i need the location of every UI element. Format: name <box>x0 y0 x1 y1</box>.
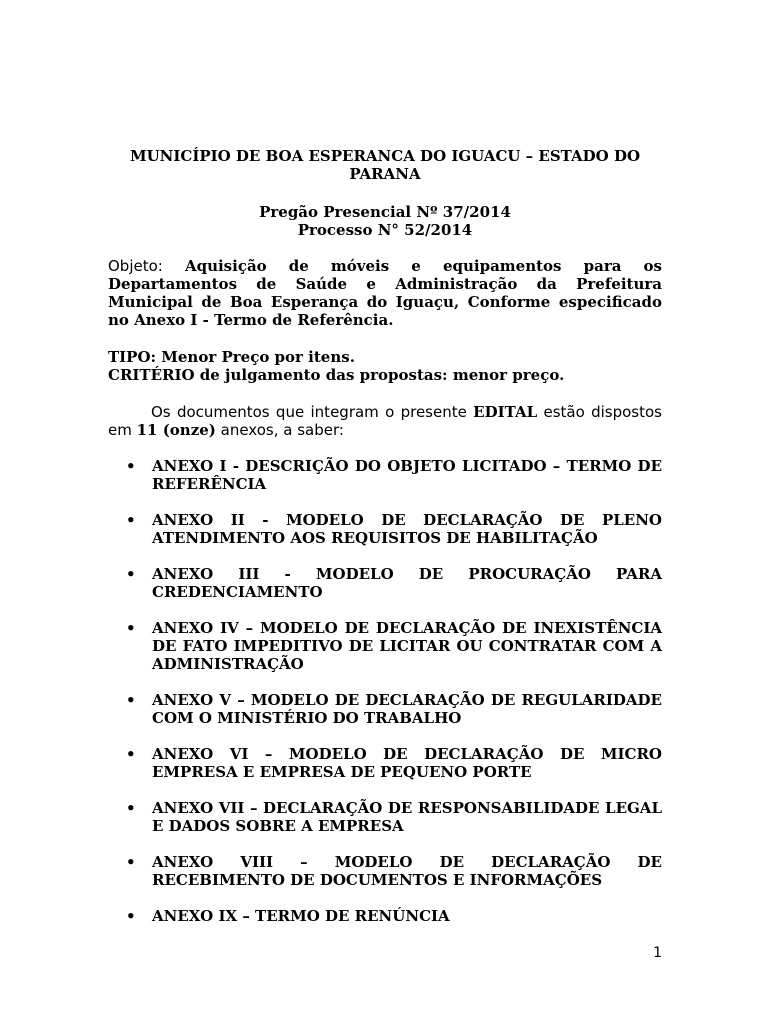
bullet-icon: • <box>126 511 136 529</box>
annex-text: ANEXO VIII – MODELO DE DECLARAÇÃO DE RECEBIMENTO DE DOCUMENTOS E INFORMAÇÕES <box>152 853 662 889</box>
list-item <box>108 619 662 673</box>
list-item <box>108 907 662 925</box>
objeto-label: Objeto: <box>108 257 163 275</box>
list-item <box>108 565 662 601</box>
objeto-paragraph <box>108 257 662 329</box>
intro-part1: Os documentos que integram o presente <box>151 403 474 421</box>
intro-part2: estão dispostos em <box>108 403 662 439</box>
annex-text: ANEXO VI – MODELO DE DECLARAÇÃO DE MICRO EMPRESA E EMPRESA DE PEQUENO PORTE <box>152 745 662 781</box>
intro-paragraph <box>108 403 662 439</box>
list-item <box>108 745 662 781</box>
annex-text: ANEXO III - MODELO DE PROCURAÇÃO PARA CREDENCIAMENTO <box>152 565 662 601</box>
annex-text: ANEXO IX – TERMO DE RENÚNCIA <box>152 907 450 925</box>
bullet-icon: • <box>126 457 136 475</box>
intro-part3: anexos, a saber: <box>215 421 344 439</box>
tipo-line: TIPO: Menor Preço por itens. <box>108 348 355 366</box>
annex-list <box>108 457 662 943</box>
list-item <box>108 853 662 889</box>
bullet-icon: • <box>126 565 136 583</box>
objeto-text: Aquisição de móveis e equipamentos para os Departamentos de Saúde e Administração da Prefeitura Municipal de Boa Esperança do Iguaçu, Conforme especificado no Anexo I - Termo de Referência. <box>108 257 662 329</box>
bullet-icon: • <box>126 799 136 817</box>
edital-word: EDITAL <box>473 403 538 421</box>
bullet-icon: • <box>126 619 136 637</box>
annex-text: ANEXO II - MODELO DE DECLARAÇÃO DE PLENO ATENDIMENTO AOS REQUISITOS DE HABILITAÇÃO <box>152 511 662 547</box>
list-item <box>108 691 662 727</box>
municipality-heading: MUNICÍPIO DE BOA ESPERANCA DO IGUACU – ESTADO DO PARANA <box>129 147 641 183</box>
pregao-title: Pregão Presencial Nº 37/2014 <box>259 203 511 221</box>
list-item <box>108 457 662 493</box>
processo-title: Processo N° 52/2014 <box>297 221 473 239</box>
page-number: 1 <box>653 945 662 961</box>
annex-text: ANEXO V – MODELO DE DECLARAÇÃO DE REGULARIDADE COM O MINISTÉRIO DO TRABALHO <box>152 691 662 727</box>
list-item <box>108 511 662 547</box>
annex-text: ANEXO VII – DECLARAÇÃO DE RESPONSABILIDADE LEGAL E DADOS SOBRE A EMPRESA <box>152 799 662 835</box>
list-item <box>108 799 662 835</box>
annex-text: ANEXO IV – MODELO DE DECLARAÇÃO DE INEXISTÊNCIA DE FATO IMPEDITIVO DE LICITAR OU CONTRATAR COM A ADMINISTRAÇÃO <box>152 619 662 673</box>
criterio-line: CRITÉRIO de julgamento das propostas: menor preço. <box>108 366 565 384</box>
bullet-icon: • <box>126 907 136 925</box>
bullet-icon: • <box>126 853 136 871</box>
bullet-icon: • <box>126 691 136 709</box>
annex-count: 11 (onze) <box>136 421 216 439</box>
annex-text: ANEXO I - DESCRIÇÃO DO OBJETO LICITADO – TERMO DE REFERÊNCIA <box>152 457 662 493</box>
bullet-icon: • <box>126 745 136 763</box>
